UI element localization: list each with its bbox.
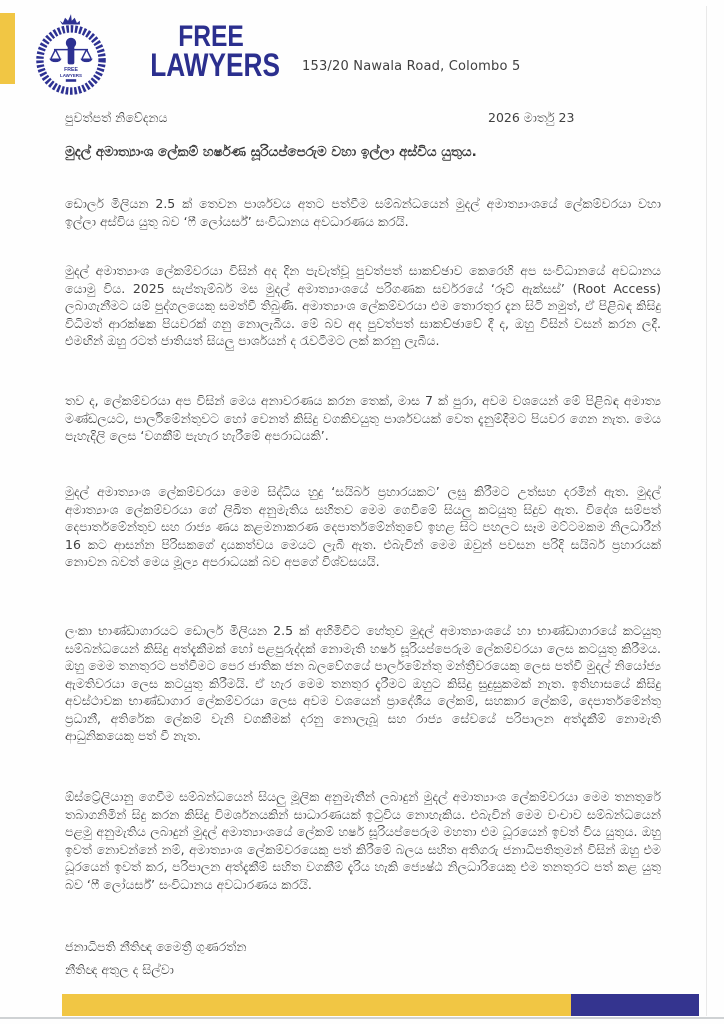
- footer-accent-bars: [62, 994, 699, 1016]
- brand-wordmark: [136, 20, 286, 83]
- free-lawyers-emblem-icon: [34, 12, 108, 102]
- body-paragraph-4: මුදල් අමාත්‍යාංශ ලේකම්වරයා මෙම සිද්ධිය හුදු ‘සයිබර් ප්‍රහාරයකට’ ලඝු කිරීමට උත්සහ දරමින් ඇත. මුදල් අමාත්‍යාංශ ලේකම්වරයා ගේ ලිඛිත අනුමැතිය සහිතව මෙම ගෙවීමේ සියලු කටයුතු සිදුව ඇත. විදේශ සම්පත් දෙපාර්තමේන්තුව සහ රාජ්‍ය ණය කළමනාකරණ දෙපාර්තමේන්තුවේ ඉහළ සිට පහලට සෑම මට්ටමකම නිලධාරීන් 16 කට ආසන්න පිරිසකගේ දායකත්වය මෙයට ලැබී ඇත. එබැවින් මෙම ඔවුන් පවසන පරිදි සයිබර් ප්‍රහාරයක් නොවන බවත් මෙය මූල්‍ය අපරාධයක් බව අපගේ විශ්වසයයි.: [65, 484, 661, 569]
- press-release-title: මුදල් අමාත්‍යාංශ ලේකම් හර්ෂණ සූරියප්පෙරුම වහා ඉල්ලා අස්විය යුතුය.: [65, 144, 477, 160]
- signature-block: [65, 935, 247, 981]
- logo-banner-text-line2: LAWYERS: [60, 72, 82, 78]
- logo-banner-text-line1: FREE: [64, 67, 78, 74]
- letterhead: [34, 12, 520, 102]
- signatory-name-1: ජනාධිපති නීතිඥ මෛත්‍රී ගුණරත්න: [65, 939, 247, 954]
- page-edge-bottom: [0, 1017, 724, 1019]
- top-left-accent-bar: [0, 13, 15, 84]
- doc-type-label: පුවත්පත් නිවේදනය: [65, 110, 168, 125]
- footer-accent-bar-yellow: [62, 994, 571, 1016]
- body-paragraph-3: තව ද, ලේකම්වරයා අප විසින් මෙය අනාවරණය කරන තෙක්, මාස 7 ක් පුරා, අවම වශයෙන් මේ පිළිබඳ අමාත්‍ය මණ්ඩලයට, පාර්ලිමේන්තුවට හෝ වෙනත් කිසිදු වගකිවයුතු පාර්ශවයක් වෙත දැනුම්දීමට පියවර ගෙන නැත. මෙය පැහැදිලි ලෙස ‘වගකීම් පැහැර හැරීමේ අපරාධයකි’.: [65, 393, 661, 443]
- doc-date: 2026 මාර්තු 23: [488, 110, 575, 125]
- arm-shape: [68, 44, 75, 64]
- signatory-name-2: නීතිඥ අතුල ද සිල්වා: [65, 962, 174, 977]
- body-paragraph-6: ඕස්ට්‍රේලියානු ගෙවීම සම්බන්ධයෙන් සියලු මූලික අනුමැතීන් ලබාදුන් මුදල් අමාත්‍යාංශ ලේකම්වරයා මෙම තනතුරේ තබාගනිමින් සිදු කරන කිසිදු විමර්ශනයකින් සාධාරණයක් ඉටුවිය නොහැකිය. එබැවින් මෙම වංචාව සම්බන්ධයෙන් පළමු අනුමැතිය ලබාදුන් මුදල් අමාත්‍යාංශයේ ලේකම් හර්ෂ සූරියප්පෙරුම මහතා එම ධූරයෙන් ඉවත් විය යුතුය. ඔහු ඉවත් නොවන්නේ නම්, අමාත්‍යාංශ ලේකම්වරයෙකු පත් කිරීමේ බලය සහිත අතිගරු ජනාධිපතිතුමන් විසින් ඔහු එම ධූරයෙන් ඉවත් කර, පරිපාලන අත්දැකීම් සහිත වගකීම් දැරිය හැකි ජ්‍යෙෂ්ඨ නිලධාරියෙකු එම තනතුරට පත් කළ යුතු බව ‘ෆී ලෝයර්ස්’ සංවිධානය අවධාරණය කරයි.: [65, 789, 661, 892]
- pedestal-shape: [66, 79, 76, 82]
- body-paragraph-2: මුදල් අමාත්‍යාංශ ලේකම්වරයා විසින් අද දින පැවැත්වූ පුවත්පත් සාකච්ඡාව කෙරෙහි අප සංවිධානයේ අවධානය යොමු විය. 2025 සැප්තැම්බර් මස මුදල් අමාත්‍යාංශයේ පරිගණක සර්වරයේ ‘රූට් ඇක්සස්’ (Root Access) ලබාගැනීමට යම් පුද්ගලයෙකු සමත්වී තිබුණි. අමාත්‍යාංශ ලේකම්වරයා එම තොරතුර දැන සිටි නමුත්, ඒ පිළිබඳ කිසිදු විධිමත් ආරක්ෂක පියවරක් ගනු නොලැබීය. මේ බව අද පුවත්පත් සාකච්ඡාවේ දී ද, ඔහු විසින් වසන් කරන ලදී. එමඟින් ඔහු රටත් ජාතියත් සියලු පාර්ශයන් ද රැවටීමට ලක් කරනු ලැබීය.: [65, 263, 661, 348]
- meta-row: [65, 110, 660, 126]
- footer-accent-bar-blue: [571, 994, 699, 1016]
- body-paragraph-5: ලංකා භාණ්ඩාගාරයට ඩොලර් මිලියන 2.5 ක් අහිමිවීට හේතුව මුදල් අමාත්‍යාංශයේ හා භාණ්ඩාගාරයේ කටයුතු සම්බන්ධයෙන් කිසිදු අත්දැකීමක් හෝ පළපුරුද්දක් නොමැති හර්ෂ සූරියප්පෙරුම ලේකම්වරයා ලෙස කටයුතු කිරීමය. ඔහු මෙම තනතුරට පත්වීමට පෙර ජාතික ජන බලවේගයේ පාර්ලමේන්තු මන්ත්‍රීවරයෙකු ලෙස පත්වී මුදල් නියෝජ්‍ය ඇමතිවරයා ලෙස කටයුතු කිරීමයි. ඒ හැර මෙම තනතුර දැරීමට ඔහුට කිසිදු සුදුසුකමක් නැත. ඉතිහාසයේ කිසිදු අවස්ථාවක භාණ්ඩාගාර ලේකම්වරයා ලෙස අවම වශයෙන් ප්‍රාදේශීය ලේකම්, සහකාර ලේකම්, දෙපාර්තමේන්තු ප්‍රධානී, අතිරේක ලේකම් වැනි වගකීමක් දරනු නොලැබූ සහ රාජ්‍ය සේවයේ පරිපාලන අත්දැකීම් නොමැති ආධුනිකයෙකු පත් වී නැත.: [65, 623, 661, 743]
- page-edge-right: [706, 6, 707, 1016]
- crown-icon: [60, 14, 80, 24]
- brand-wordmark-line1: FREE: [178, 20, 244, 53]
- brand-wordmark-line2: LAWYERS: [150, 46, 280, 83]
- brand-address: 153/20 Nawala Road, Colombo 5: [302, 59, 521, 74]
- body-paragraph-1: ඩොලර් මිලියන 2.5 ක් තෙවන පාර්ශවය අතට පත්වීම සම්බන්ධයෙන් මුදල් අමාත්‍යාංශයේ ලේකම්වරයා වහා ඉල්ලා අස්විය යුතු බව ‘ෆී ලෝයර්ස්’ සංවිධානය අවධාරණය කරයි.: [65, 196, 661, 229]
